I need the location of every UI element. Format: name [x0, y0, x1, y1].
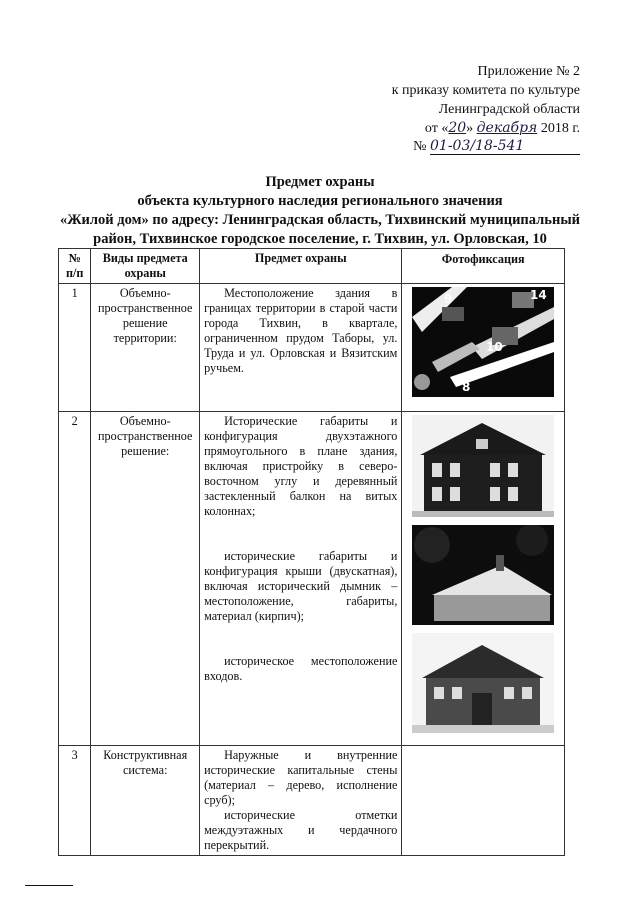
house-old-photo	[412, 633, 554, 733]
map-label: 14	[530, 288, 547, 302]
house-facade-photo	[412, 415, 554, 517]
row-number: 3	[59, 746, 91, 856]
date-day: 20	[448, 120, 467, 136]
date-month: декабря	[476, 120, 538, 136]
row-number: 1	[59, 284, 91, 412]
header-subject: Предмет охраны	[200, 249, 402, 284]
row-number: 2	[59, 412, 91, 746]
row-type: Конструктивная система:	[91, 746, 200, 856]
row-subject	[200, 746, 402, 856]
row-photo-cell	[402, 284, 565, 412]
table-row	[59, 412, 565, 746]
footnote-separator	[25, 885, 73, 886]
appendix-region-line: Ленинградской области	[438, 102, 580, 117]
date-year: 2018 г.	[540, 121, 580, 136]
row-photo-cell	[402, 412, 565, 746]
map-label: 10	[486, 340, 503, 354]
appendix-block	[320, 62, 580, 138]
title-line-1: Предмет охраны	[265, 174, 375, 190]
subject-paragraph: исторические отметки междуэтажных и чердачного перекрытий.	[204, 808, 398, 852]
subject-paragraph: Наружные и внутренние исторические капитальные стены (материал – дерево, исполнение сруб);	[204, 748, 398, 807]
subject-paragraph: историческое местоположение входов.	[204, 654, 398, 683]
row-type: Объемно-пространственное решение:	[91, 412, 200, 746]
table-row	[59, 284, 565, 412]
row-subject	[200, 284, 402, 412]
appendix-date-line	[320, 119, 580, 138]
title-line-4: район, Тихвинское городское поселение, г. Тихвин, ул. Орловская, 10	[93, 231, 547, 247]
order-number: 01-03/18-541	[430, 138, 580, 155]
document-title	[40, 173, 600, 249]
appendix-order-line: к приказу комитета по культуре	[391, 83, 580, 98]
subject-paragraph: Исторические габариты и конфигурация двухэтажного прямоугольного в плане здания, включая пристройку в северо-восточном углу и деревянный застекленный балкон на витых колоннах;	[204, 414, 398, 518]
map-label: 8	[462, 380, 471, 394]
date-mid: »	[466, 121, 474, 136]
table-header-row	[59, 249, 565, 284]
header-photo: Фотофиксация	[402, 249, 565, 284]
map-label: 9	[444, 292, 453, 306]
date-prefix: от «	[424, 121, 449, 136]
protection-subject-table	[58, 248, 565, 856]
row-subject	[200, 412, 402, 746]
number-prefix: №	[413, 139, 427, 154]
aerial-map-photo	[412, 287, 554, 397]
table-row	[59, 746, 565, 856]
title-line-3: «Жилой дом» по адресу: Ленинградская область, Тихвинский муниципальный	[59, 212, 581, 228]
subject-paragraph: Местоположение здания в границах территории в старой части города Тихвин, в квартале, ограниченном прудом Таборы, ул. Труда и ул. Орловская и Вязитским ручьем.	[204, 286, 398, 375]
title-line-2: объекта культурного наследия регионального значения	[137, 193, 503, 209]
header-type: Виды предмета охраны	[91, 249, 200, 284]
row-type: Объемно-пространственное решение территории:	[91, 284, 200, 412]
roof-photo	[412, 525, 554, 625]
subject-paragraph: исторические габариты и конфигурация крыши (двускатная), включая исторический дымник – местоположение, габариты, материал (кирпич);	[204, 549, 398, 623]
order-number-line	[413, 138, 580, 155]
header-number: № п/п	[59, 249, 91, 284]
row-photo-cell	[402, 746, 565, 856]
appendix-title: Приложение № 2	[477, 64, 580, 79]
